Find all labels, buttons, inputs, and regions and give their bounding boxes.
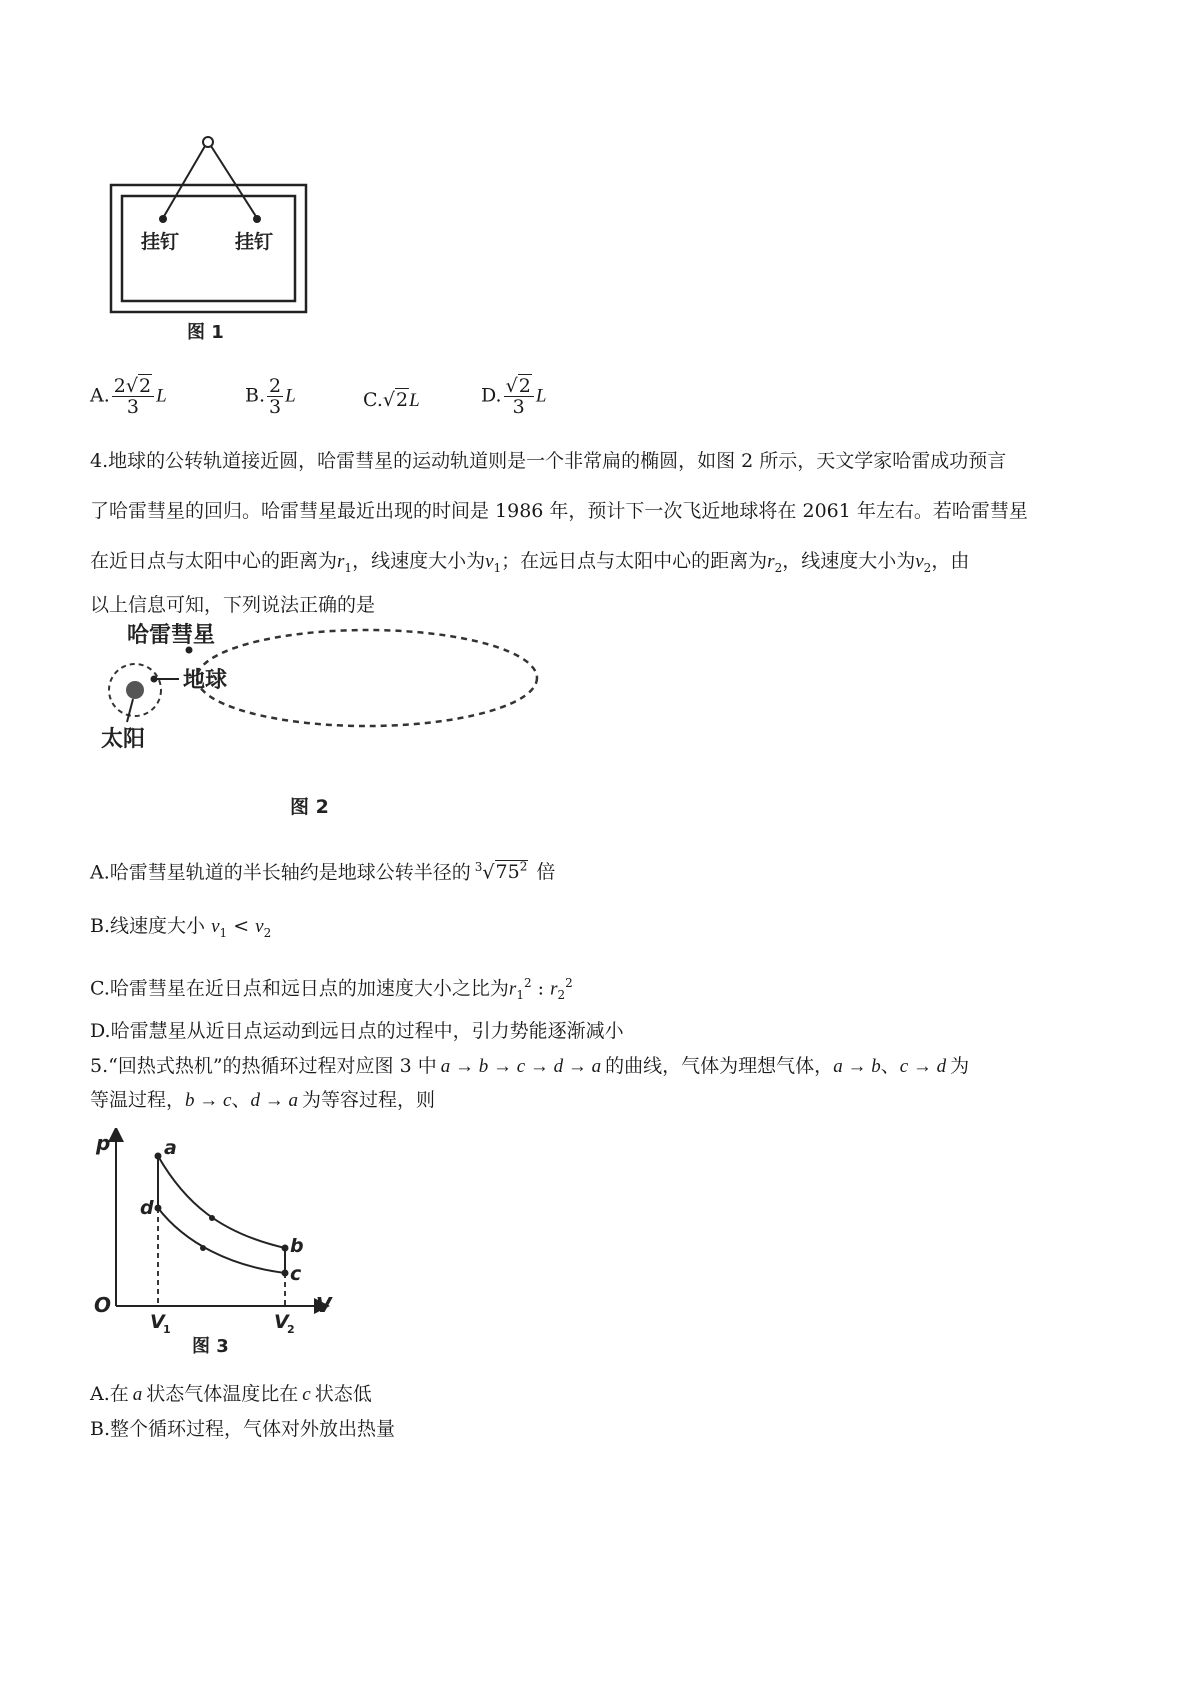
option-letter: D. <box>481 384 502 407</box>
separator: 、 <box>231 1089 251 1111</box>
q5-line-2 <box>90 1088 435 1113</box>
v1-label: V <box>150 1311 165 1333</box>
text: ，线速度大小为 <box>782 550 916 572</box>
separator: 、 <box>880 1055 900 1077</box>
earth-label: 地球 <box>183 668 228 693</box>
picture-frame-diagram <box>95 130 325 345</box>
v1-subscript: 1 <box>163 1323 171 1336</box>
q3-option-b <box>245 376 296 417</box>
text: 状态低 <box>314 1383 372 1405</box>
origin-label: O <box>94 1293 112 1317</box>
denominator: 3 <box>512 396 525 418</box>
unit-L: L <box>156 385 167 407</box>
comet-label: 哈雷彗星 <box>127 623 216 648</box>
text: A.哈雷彗星轨道的半长轴约是地球公转半径的 <box>90 861 471 884</box>
fraction: $\frac{2√2}{3}$ <box>112 376 154 417</box>
q3-option-a <box>90 376 167 417</box>
nail-right-label: 挂钉 <box>235 231 274 253</box>
var-r2: r <box>550 978 558 1000</box>
point-b-label: b <box>290 1235 304 1257</box>
q5-option-a <box>90 1382 372 1407</box>
nail-left-label: 挂钉 <box>141 231 180 253</box>
figure-2 <box>95 612 550 827</box>
var-v2: v <box>915 551 924 572</box>
numerator: 2 <box>269 375 282 397</box>
var-a: a <box>132 1384 143 1405</box>
q4-option-d: D.哈雷慧星从近日点运动到远日点的过程中，引力势能逐渐减小 <box>90 1020 624 1042</box>
q4-option-b <box>90 914 271 945</box>
numerator-coef: 2 <box>113 375 126 397</box>
v2-subscript: 2 <box>287 1323 295 1336</box>
figure-2-caption: 图 2 <box>290 796 329 818</box>
text: 的曲线，气体为理想气体， <box>605 1055 834 1077</box>
isotherm-ab <box>158 1156 285 1248</box>
option-letter: A. <box>90 384 110 407</box>
text: B.线速度大小 <box>90 915 206 937</box>
var-c: c <box>302 1384 311 1405</box>
q4-line-2: 了哈雷彗星的回归。哈雷彗星最近出现的时间是 1986 年，预计下一次飞近地球将在 2061 年左右。若哈雷彗星 <box>90 500 1028 522</box>
text: 倍 <box>536 861 556 884</box>
point-c-label: c <box>290 1263 302 1285</box>
process-ab: a → b <box>833 1056 881 1077</box>
var-r1: r <box>508 978 517 1000</box>
root-index: 3 <box>474 860 483 874</box>
sun-dot <box>126 681 144 699</box>
point-a-label: a <box>164 1137 177 1159</box>
text: C.哈雷彗星在近日点和远日点的加速度大小之比为 <box>90 977 509 1000</box>
q4-option-c <box>90 971 573 1007</box>
point-d-label: d <box>140 1197 154 1219</box>
var-v1: v <box>485 551 494 572</box>
var-v1: v <box>211 916 220 937</box>
figure-1-caption: 图 1 <box>187 322 224 343</box>
colon: : <box>537 977 545 1000</box>
text: 5.“回热式热机”的热循环过程对应图 3 中 <box>90 1055 437 1077</box>
figure-3-caption: 图 3 <box>192 1336 229 1357</box>
q5-line-1 <box>90 1054 969 1079</box>
var-r2: r <box>767 551 775 572</box>
cycle-expr: a → b → c → d → a <box>440 1056 602 1077</box>
sub: 1 <box>516 988 524 1003</box>
text: ，线速度大小为 <box>352 550 486 572</box>
var-v2: v <box>255 916 264 937</box>
text: 为等容过程，则 <box>301 1089 435 1111</box>
relation: < <box>233 915 250 937</box>
exponent: 2 <box>519 860 528 874</box>
process-cd: c → d <box>899 1056 947 1077</box>
unit-L: L <box>285 385 296 407</box>
fraction <box>267 376 283 417</box>
text: 在近日点与太阳中心的距离为 <box>90 550 338 572</box>
orbit-diagram <box>95 612 550 827</box>
q4-option-a: A.哈雷彗星轨道的半长轴约是地球公转半径的 $^3√75^2$ 倍 <box>90 860 556 884</box>
sub: 2 <box>263 925 272 940</box>
denominator: 3 <box>269 396 282 418</box>
exponent: 2 <box>565 976 573 990</box>
radicand <box>495 860 529 883</box>
q4-line-4: 以上信息可知，下列说法正确的是 <box>90 593 376 616</box>
sub: 2 <box>557 988 566 1003</box>
sub: 1 <box>344 560 353 575</box>
fraction: $\frac{√2}{3}$ <box>504 376 534 417</box>
q4-line-3 <box>90 536 1130 593</box>
option-letter: C. <box>363 389 383 411</box>
denominator: 3 <box>126 396 139 418</box>
process-bc: b → c <box>185 1090 232 1111</box>
sub: 1 <box>219 925 228 940</box>
text: ；在远日点与太阳中心的距离为 <box>501 550 768 572</box>
right-nail <box>253 215 261 223</box>
isotherm-cd <box>158 1208 285 1273</box>
figure-1 <box>95 130 325 345</box>
q5-option-b: B.整个循环过程，气体对外放出热量 <box>90 1418 396 1440</box>
q4-stem <box>90 436 1130 617</box>
unit-L: L <box>409 390 420 411</box>
pv-diagram <box>90 1128 350 1363</box>
unit-L: L <box>535 385 547 407</box>
numerator-radicand: 2 <box>518 375 531 397</box>
earth-dot <box>151 676 158 683</box>
var-r1: r <box>337 551 345 572</box>
axis-p-label: p <box>96 1131 111 1155</box>
axis-v-label: V <box>316 1293 332 1317</box>
exponent: 2 <box>523 976 532 990</box>
numerator-radicand: 2 <box>138 375 152 397</box>
q3-option-c: C.√2L <box>363 389 420 411</box>
comet-orbit <box>197 630 537 726</box>
option-letter: B. <box>245 384 266 407</box>
v2-label: V <box>274 1311 289 1333</box>
text: 状态气体温度比在 <box>146 1383 299 1405</box>
text: A.在 <box>90 1383 129 1405</box>
left-nail <box>159 215 167 223</box>
sub: 1 <box>493 560 502 575</box>
q3-option-d <box>481 376 546 417</box>
sub: 2 <box>774 560 783 575</box>
text: 等温过程， <box>90 1089 186 1111</box>
q4-line-1: 4.地球的公转轨道接近圆，哈雷彗星的运动轨道则是一个非常扁的椭圆，如图 2 所示，天文学家哈雷成功预言 <box>90 450 1007 472</box>
text: 为 <box>950 1055 970 1077</box>
sub: 2 <box>923 560 932 575</box>
process-da: d → a <box>250 1090 298 1111</box>
radicand-value: 75 <box>495 861 520 884</box>
text: ，由 <box>931 550 970 572</box>
figure-3 <box>90 1128 350 1363</box>
radicand: 2 <box>396 389 409 411</box>
sun-label: 太阳 <box>101 727 146 752</box>
